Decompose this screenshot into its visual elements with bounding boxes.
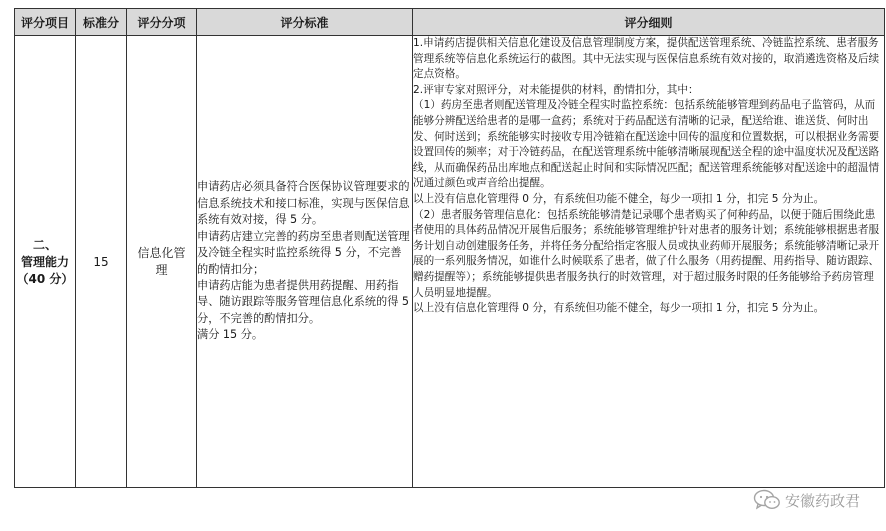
scoring-table — [14, 8, 885, 488]
scoring-item-cell — [15, 36, 76, 488]
standard-score-cell: 15 — [76, 36, 127, 488]
criteria-cell — [197, 36, 413, 488]
criteria-paragraph: 申请药店能为患者提供用药提醒、用药指导、随访跟踪等服务管理信息化系统的得 5 分，不完善的酌情扣分。 — [197, 278, 410, 325]
criteria-paragraph: 满分 15 分。 — [197, 328, 264, 342]
criteria-paragraph: 申请药店建立完善的药房至患者则配送管理及冷链全程实时监控系统得 5 分，不完善的酌情扣分； — [197, 229, 410, 276]
scoring-item-number: 二、 — [32, 238, 57, 252]
header-standard-score: 标准分 — [76, 9, 127, 36]
details-paragraph: 以上没有信息化管理得 0 分，有系统但功能不健全，每少一项扣 1 分，扣完 5 分为止。 — [413, 192, 825, 205]
sub-item-cell — [127, 36, 197, 488]
header-details: 评分细则 — [413, 9, 885, 36]
details-cell — [413, 36, 885, 488]
scoring-item-name: 管理能力 — [20, 255, 69, 269]
scoring-item-points: （40 分） — [16, 272, 74, 286]
details-paragraph: （2）患者服务管理信息化：包括系统能够清楚记录哪个患者购买了何种药品，以便于随后围绕此患者使用的具体药品情况开展售后服务；系统能够管理维护针对患者的服务计划；系统能够根据患者服务计划自动创建服务任务，并将任务分配给指定客服人员或执业药师开展服务；系统能够清晰记录开展的一系列服务情况，如谁什么时候联系了患者，做了什么服务（用药提醒、用药指导、随访跟踪、赠药提醒等）；系统能够提供患者服务执行的时效管理，对于超过服务时限的任务能够给予药房管理人员明显地提醒。 — [413, 208, 880, 299]
header-scoring-item: 评分项目 — [15, 9, 76, 36]
table-header-row — [15, 9, 885, 36]
details-paragraph: 1.申请药店提供相关信息化建设及信息管理制度方案，提供配送管理系统、冷链监控系统、患者服务管理系统等信息化系统运行的截图。其中无法实现与医保信息系统有效对接的，取消遴选资格及后续定点资格。 — [413, 37, 880, 81]
details-paragraph: （1）药房至患者则配送管理及冷链全程实时监控系统：包括系统能够管理到药品电子监管码，从而能够分辨配送给患者的是哪一盒药；系统对于药品配送有清晰的记录，配送给谁、谁送货、何时出发、何时送到；系统能够实时接收专用冷链箱在配送途中回传的温度和位置数据，可以根据业务需要设置回传的频率；对于冷链药品，在配送管理系统中能够清晰展现配送全程的途中温度状况及配送路线，从而确保药品出库地点和配送起止时间和实际情况匹配；配送管理系统能够对配送途中的超温情况通过颜色或声音给出提醒。 — [413, 99, 880, 190]
details-paragraph: 以上没有信息化管理得 0 分，有系统但功能不健全，每少一项扣 1 分，扣完 5 分为止。 — [413, 302, 825, 315]
watermark — [753, 486, 860, 514]
details-paragraph: 2.评审专家对照评分，对未能提供的材料，酌情扣分，其中： — [413, 83, 699, 96]
header-criteria: 评分标准 — [197, 9, 413, 36]
criteria-paragraph: 申请药店必须具备符合医保协议管理要求的信息系统技术和接口标准，实现与医保信息系统有效对接，得 5 分。 — [197, 180, 410, 227]
watermark-text: 安徽药政君 — [784, 491, 860, 510]
sub-item-label: 信息化管理 — [137, 245, 186, 277]
table-row — [15, 36, 885, 488]
wechat-icon — [753, 489, 781, 511]
header-sub-item: 评分分项 — [127, 9, 197, 36]
